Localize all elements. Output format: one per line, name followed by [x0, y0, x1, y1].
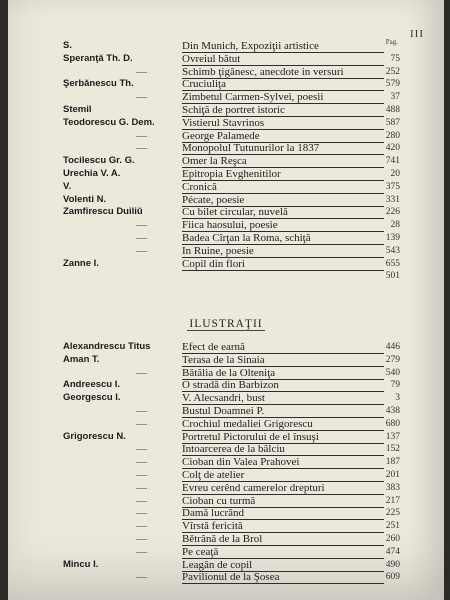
- illustrations-heading-text: ILUSTRAŢII: [189, 318, 263, 330]
- entry-page: 680: [385, 418, 400, 429]
- entry-title: Terasa de la Sinaia: [182, 354, 384, 367]
- entry-author: Urechia V. A.: [63, 167, 121, 179]
- entry-page: 187: [385, 457, 400, 468]
- entry-page: 540: [385, 367, 400, 378]
- entry-page: 488: [385, 104, 400, 115]
- illustration-row: [8, 469, 444, 482]
- page-number: III: [410, 28, 424, 40]
- ditto-dash: —: [136, 91, 147, 104]
- entry-author: Zamfirescu Duiliŭ: [63, 206, 143, 218]
- index-row: [8, 258, 444, 271]
- entry-title: Pe ceaţă: [182, 546, 384, 559]
- entry-page: 37: [390, 92, 400, 103]
- entry-page: 279: [385, 354, 400, 365]
- entry-title: Monopolul Tutunurilor la 1837: [182, 142, 384, 155]
- entry-page: 383: [385, 482, 400, 493]
- entry-page: 609: [385, 572, 400, 583]
- illustration-row: [8, 533, 444, 546]
- entry-author: Volenti N.: [63, 193, 107, 205]
- illustration-row: [8, 507, 444, 520]
- entry-title: Omer la Reşca: [182, 155, 384, 168]
- illustration-row: [8, 443, 444, 456]
- index-row: [8, 232, 444, 245]
- entry-page: 139: [385, 232, 400, 243]
- ditto-dash: —: [136, 404, 147, 417]
- entry-page: 226: [385, 207, 400, 218]
- entry-author: Grigorescu N.: [63, 430, 126, 442]
- entry-page: 490: [385, 559, 400, 570]
- entry-page: 137: [385, 431, 400, 442]
- entry-title: Bětrână de la Brol: [182, 533, 384, 546]
- entry-page: 501: [385, 271, 400, 282]
- ditto-dash: —: [136, 456, 147, 469]
- pag-label: Pag.: [385, 38, 398, 46]
- ditto-dash: —: [136, 366, 147, 379]
- entry-title: Crochiul medaliei Grigorescu: [182, 418, 384, 431]
- ditto-dash: —: [136, 219, 147, 232]
- illustration-row: [8, 559, 444, 572]
- illustration-row: [8, 456, 444, 469]
- entry-page: 79: [390, 380, 400, 391]
- entry-page: 20: [390, 168, 400, 179]
- entry-title: Zimbetul Carmen-Sylvei, poesii: [182, 91, 384, 104]
- index-row: [8, 91, 444, 104]
- entry-author: Alexandrescu Titus: [63, 341, 151, 352]
- illustration-row: [8, 367, 444, 380]
- index-row: [8, 270, 444, 283]
- entry-title: Schimb ţigănesc, anecdote in versuri: [182, 66, 384, 79]
- index-row: [8, 66, 444, 79]
- ditto-dash: —: [136, 545, 147, 558]
- index-row: [8, 40, 444, 53]
- entry-title: V. Alecsandri, bust: [182, 392, 384, 405]
- entry-title: Vîrstă fericită: [182, 520, 384, 533]
- entry-page: 438: [385, 405, 400, 416]
- entry-title: Schiţă de portret istoric: [182, 104, 384, 117]
- entry-page: 152: [385, 444, 400, 455]
- entry-page: 655: [385, 258, 400, 269]
- ditto-dash: —: [136, 244, 147, 257]
- entry-title: Intoarcerea de la bâlciu: [182, 443, 384, 456]
- ditto-dash: —: [136, 142, 147, 155]
- entry-author: Speranţă Th. D.: [63, 52, 133, 64]
- index-row: [8, 78, 444, 91]
- entry-title: Bustul Doamnei P.: [182, 405, 384, 418]
- entry-page: 75: [390, 53, 400, 64]
- entry-author: Georgescu I.: [63, 392, 121, 404]
- index-row: [8, 245, 444, 258]
- illustration-row: [8, 482, 444, 495]
- index-row: [8, 155, 444, 168]
- entry-author: Tocilescu Gr. G.: [63, 155, 135, 167]
- entry-page: 3: [395, 393, 400, 404]
- ditto-dash: —: [136, 571, 147, 584]
- ditto-dash: —: [136, 65, 147, 78]
- entry-page: 587: [385, 117, 400, 128]
- entry-title: Pavilionul de la Şosea: [182, 571, 384, 584]
- entry-title: Colţ de atelier: [182, 469, 384, 482]
- index-row: [8, 117, 444, 130]
- illustrations-list: [8, 341, 444, 584]
- entry-title: In Ruine, poesie: [182, 245, 384, 258]
- ditto-dash: —: [136, 231, 147, 244]
- entry-title: Efect de earnă: [182, 341, 384, 354]
- index-row: [8, 194, 444, 207]
- entry-page: 331: [385, 194, 400, 205]
- entry-title: Cioban din Valea Prahovei: [182, 456, 384, 469]
- entry-author: Teodorescu G. Dem.: [63, 116, 155, 128]
- entry-page: 474: [385, 546, 400, 557]
- illustration-row: [8, 405, 444, 418]
- ditto-dash: —: [136, 468, 147, 481]
- entry-author: S.: [63, 40, 72, 51]
- entry-author: Zanne I.: [63, 257, 99, 269]
- entry-title: Epitropia Evghenitilor: [182, 168, 384, 181]
- entry-title: Evreu cerênd camerelor drepturi: [182, 482, 384, 495]
- entry-author: Aman T.: [63, 353, 100, 365]
- entry-title: Copil din flori: [182, 258, 384, 271]
- index-row: [8, 130, 444, 143]
- entry-title: Cioban cu turmă: [182, 495, 384, 508]
- entry-author: Stemil: [63, 103, 92, 115]
- entry-page: 251: [385, 521, 400, 532]
- entry-page: 420: [385, 143, 400, 154]
- entry-title: O stradă din Barbizon: [182, 379, 384, 392]
- entry-page: 260: [385, 533, 400, 544]
- ditto-dash: —: [136, 481, 147, 494]
- entry-page: 28: [390, 220, 400, 231]
- entry-page: 201: [385, 469, 400, 480]
- index-row: [8, 219, 444, 232]
- document-page: [8, 0, 444, 600]
- illustration-row: [8, 520, 444, 533]
- entry-title: Din Munich, Expoziţii artistice: [182, 40, 384, 53]
- entry-page: 741: [385, 156, 400, 167]
- entry-title: Vistierul Stavrinos: [182, 117, 384, 130]
- entry-title: Cronică: [182, 181, 384, 194]
- entry-title: Fiica haosului, poesie: [182, 219, 384, 232]
- entry-title: Badea Cîrţan la Roma, schiţă: [182, 232, 384, 245]
- ditto-dash: —: [136, 443, 147, 456]
- entry-title: Leagăn de copil: [182, 559, 384, 572]
- entry-title: Damă lucrând: [182, 507, 384, 520]
- illustration-row: [8, 546, 444, 559]
- entry-page: 375: [385, 181, 400, 192]
- entry-author: Andreescu I.: [63, 379, 121, 391]
- entry-page: 225: [385, 508, 400, 519]
- illustration-row: [8, 431, 444, 444]
- entry-page: 446: [385, 342, 400, 352]
- entry-title: George Palamede: [182, 130, 384, 143]
- index-row: [8, 168, 444, 181]
- illustration-row: [8, 379, 444, 392]
- index-row: [8, 181, 444, 194]
- index-row: [8, 104, 444, 117]
- illustrations-heading: [8, 318, 444, 330]
- entry-page: 543: [385, 245, 400, 256]
- index-list: [8, 40, 444, 283]
- entry-page: 579: [385, 79, 400, 90]
- entry-title: Ovreiul bătut: [182, 53, 384, 66]
- entry-title: Bătălia de la Olteniţa: [182, 367, 384, 380]
- entry-title: Portretul Pictorului de el însuşi: [182, 431, 384, 444]
- entry-title: Pécate, poesie: [182, 194, 384, 207]
- index-row: [8, 142, 444, 155]
- illustration-row: [8, 341, 444, 354]
- entry-title: Cu bilet circular, nuvelă: [182, 206, 384, 219]
- entry-page: 252: [385, 66, 400, 77]
- ditto-dash: —: [136, 507, 147, 520]
- ditto-dash: —: [136, 520, 147, 533]
- illustration-row: [8, 354, 444, 367]
- ditto-dash: —: [136, 532, 147, 545]
- illustration-row: [8, 392, 444, 405]
- illustration-row: [8, 418, 444, 431]
- entry-page: 217: [385, 495, 400, 506]
- entry-page: 280: [385, 130, 400, 141]
- entry-author: Şerbănescu Th.: [63, 78, 134, 90]
- ditto-dash: —: [136, 417, 147, 430]
- entry-title: Cruciuliţa: [182, 78, 384, 91]
- ditto-dash: —: [136, 129, 147, 142]
- index-row: [8, 206, 444, 219]
- entry-author: V.: [63, 180, 72, 192]
- illustration-row: [8, 571, 444, 584]
- ditto-dash: —: [136, 494, 147, 507]
- index-row: [8, 53, 444, 66]
- entry-author: Mincu I.: [63, 558, 99, 570]
- illustration-row: [8, 495, 444, 508]
